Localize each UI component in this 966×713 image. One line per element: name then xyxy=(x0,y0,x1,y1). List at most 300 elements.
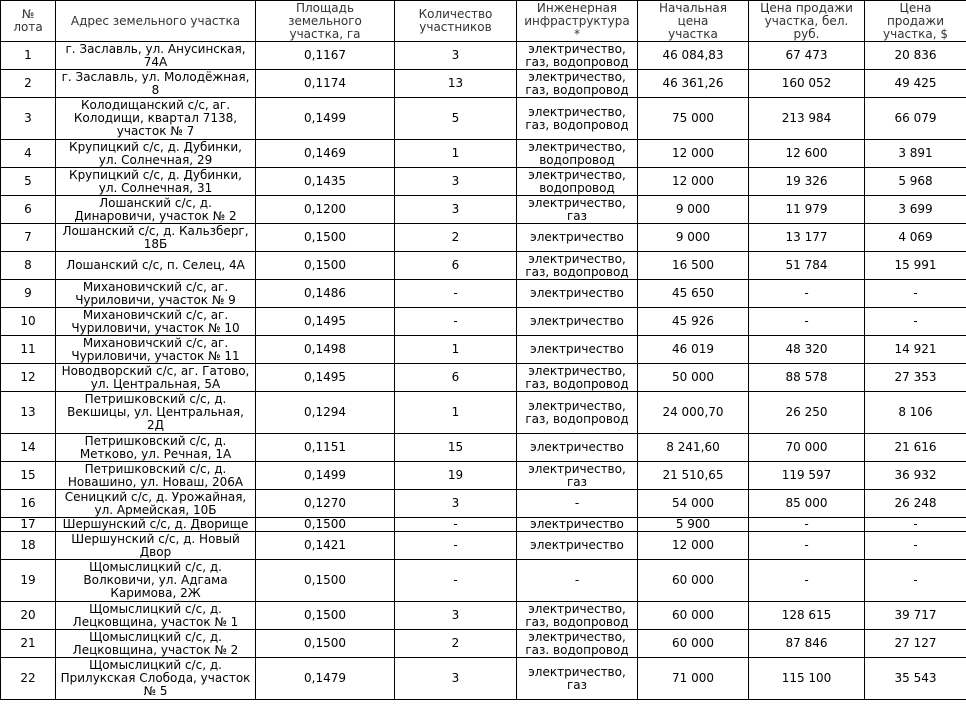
cell-participants xyxy=(395,42,517,70)
cell-start-price xyxy=(638,98,749,140)
cell-address xyxy=(56,434,256,462)
cell-text: Лошанский с/с, д. Динаровичи, участок № 2 xyxy=(74,195,237,223)
cell-participants xyxy=(395,252,517,280)
column-header-label: Начальная цена участка xyxy=(659,0,727,41)
cell-text: 75 000 xyxy=(672,111,714,125)
cell-text: Михановичский с/с, аг. Чуриловичи, участок № 11 xyxy=(71,335,240,363)
cell-text: 0,1486 xyxy=(304,286,346,300)
cell-sale-price-byr xyxy=(749,224,865,252)
cell-text: 0,1499 xyxy=(304,111,346,125)
cell-sale-price-usd xyxy=(865,630,966,658)
cell-text: 12 000 xyxy=(672,174,714,188)
cell-text: - xyxy=(913,538,918,552)
cell-address xyxy=(56,602,256,630)
cell-infrastructure xyxy=(517,434,638,462)
cell-text: 3 xyxy=(451,496,460,510)
cell-text: Петришковский с/с, д. Векшицы, ул. Центральная, 2Д xyxy=(67,392,244,432)
cell-participants xyxy=(395,336,517,364)
cell-lot-number xyxy=(1,336,56,364)
table-row xyxy=(1,392,966,434)
cell-area xyxy=(256,224,395,252)
cell-text: 1 xyxy=(24,48,32,62)
cell-address xyxy=(56,42,256,70)
cell-area xyxy=(256,560,395,602)
cell-start-price xyxy=(638,224,749,252)
cell-lot-number xyxy=(1,308,56,336)
cell-text: 12 000 xyxy=(672,538,714,552)
table-row xyxy=(1,434,966,462)
cell-start-price xyxy=(638,364,749,392)
cell-sale-price-byr xyxy=(749,140,865,168)
cell-text: 0,1500 xyxy=(304,517,346,531)
cell-text: 45 926 xyxy=(672,314,714,328)
cell-start-price xyxy=(638,140,749,168)
cell-text: электричество, газ xyxy=(528,664,626,692)
cell-sale-price-usd xyxy=(865,434,966,462)
cell-text: электричество xyxy=(530,440,624,454)
cell-start-price xyxy=(638,42,749,70)
cell-text: 6 xyxy=(451,370,460,384)
cell-text: 19 xyxy=(447,468,464,482)
cell-text: электричество, газ, водопровод xyxy=(525,601,629,629)
cell-text: 4 069 xyxy=(898,230,933,244)
cell-text: 1 xyxy=(451,146,460,160)
cell-text: 3 xyxy=(24,111,32,125)
cell-text: 46 019 xyxy=(672,342,714,356)
cell-text: 15 991 xyxy=(894,258,937,272)
column-header-label: Цена продажи участка, бел. руб. xyxy=(760,0,853,41)
cell-text: 9 000 xyxy=(675,202,711,216)
cell-sale-price-usd xyxy=(865,168,966,196)
cell-sale-price-usd xyxy=(865,658,966,700)
cell-text: 12 000 xyxy=(672,146,714,160)
cell-lot-number xyxy=(1,630,56,658)
cell-text: 3 699 xyxy=(898,202,933,216)
cell-text: 0,1500 xyxy=(304,573,346,587)
cell-text: 15 xyxy=(447,440,464,454)
cell-text: - xyxy=(574,573,580,587)
table-row xyxy=(1,98,966,140)
cell-text: 51 784 xyxy=(785,258,828,272)
cell-text: 5 900 xyxy=(675,517,711,531)
cell-lot-number xyxy=(1,224,56,252)
cell-area xyxy=(256,392,395,434)
cell-sale-price-usd xyxy=(865,252,966,280)
cell-address xyxy=(56,280,256,308)
table-row xyxy=(1,168,966,196)
cell-address xyxy=(56,462,256,490)
cell-text: 119 597 xyxy=(781,468,832,482)
cell-text: - xyxy=(574,496,580,510)
cell-text: 1 xyxy=(451,405,460,419)
cell-lot-number xyxy=(1,560,56,602)
cell-sale-price-usd xyxy=(865,308,966,336)
cell-infrastructure xyxy=(517,196,638,224)
cell-sale-price-usd xyxy=(865,42,966,70)
cell-address xyxy=(56,168,256,196)
column-header-label: Количество участников xyxy=(418,7,493,34)
table-row xyxy=(1,70,966,98)
cell-text: Петришковский с/с, д. Новашино, ул. Новаш, 206А xyxy=(67,461,244,489)
cell-area xyxy=(256,196,395,224)
cell-text: - xyxy=(913,286,918,300)
column-header-label: Цена продажи участка, $ xyxy=(883,0,948,41)
cell-participants xyxy=(395,364,517,392)
cell-text: 0,1498 xyxy=(304,342,346,356)
cell-sale-price-byr xyxy=(749,42,865,70)
cell-text: - xyxy=(453,538,458,552)
cell-participants xyxy=(395,490,517,518)
cell-text: 8 106 xyxy=(898,405,933,419)
cell-text: 11 xyxy=(20,342,36,356)
cell-participants xyxy=(395,532,517,560)
cell-text: 88 578 xyxy=(785,370,828,384)
cell-text: 5 xyxy=(451,111,460,125)
cell-text: Михановичский с/с, аг. Чуриловичи, участок № 9 xyxy=(75,279,236,307)
column-header-label: Площадь земельного участка, га xyxy=(288,0,362,41)
cell-text: 16 500 xyxy=(672,258,714,272)
cell-participants xyxy=(395,602,517,630)
cell-area xyxy=(256,280,395,308)
cell-area xyxy=(256,434,395,462)
cell-text: 45 650 xyxy=(672,286,714,300)
cell-area xyxy=(256,518,395,532)
cell-text: 115 100 xyxy=(781,671,832,685)
cell-start-price xyxy=(638,392,749,434)
cell-lot-number xyxy=(1,70,56,98)
cell-text: - xyxy=(453,314,458,328)
column-header-start-price xyxy=(638,1,749,42)
cell-area xyxy=(256,364,395,392)
cell-infrastructure xyxy=(517,224,638,252)
cell-text: 9 000 xyxy=(675,230,711,244)
cell-text: 49 425 xyxy=(894,76,937,90)
cell-text: 0,1495 xyxy=(304,370,346,384)
cell-text: - xyxy=(913,314,918,328)
cell-text: - xyxy=(804,286,809,300)
cell-start-price xyxy=(638,602,749,630)
column-header-sale-price-usd xyxy=(865,1,966,42)
cell-address xyxy=(56,392,256,434)
cell-text: 67 473 xyxy=(785,48,828,62)
cell-sale-price-byr xyxy=(749,196,865,224)
cell-sale-price-byr xyxy=(749,252,865,280)
cell-text: Петришковский с/с, д. Метково, ул. Речная, 1А xyxy=(79,433,232,461)
cell-text: 19 326 xyxy=(785,174,828,188)
cell-text: 20 xyxy=(20,608,36,622)
cell-text: 26 250 xyxy=(785,405,828,419)
cell-start-price xyxy=(638,490,749,518)
cell-text: - xyxy=(804,573,809,587)
cell-sale-price-usd xyxy=(865,518,966,532)
cell-text: Щомыслицкий с/с, д. Волковичи, ул. Адгама Каримова, 2Ж xyxy=(83,560,228,600)
cell-text: - xyxy=(804,314,809,328)
cell-text: 21 510,65 xyxy=(662,468,724,482)
cell-area xyxy=(256,168,395,196)
cell-infrastructure xyxy=(517,336,638,364)
cell-text: 7 xyxy=(24,230,32,244)
cell-text: 39 717 xyxy=(894,608,937,622)
cell-text: 21 616 xyxy=(894,440,937,454)
cell-lot-number xyxy=(1,252,56,280)
cell-text: 0,1167 xyxy=(304,48,346,62)
cell-text: 2 xyxy=(451,636,460,650)
cell-start-price xyxy=(638,308,749,336)
cell-text: 27 127 xyxy=(894,636,937,650)
cell-infrastructure xyxy=(517,490,638,518)
cell-text: 3 xyxy=(451,608,460,622)
cell-start-price xyxy=(638,336,749,364)
cell-lot-number xyxy=(1,462,56,490)
cell-text: 46 084,83 xyxy=(662,48,724,62)
table-row xyxy=(1,196,966,224)
cell-infrastructure xyxy=(517,630,638,658)
cell-infrastructure xyxy=(517,98,638,140)
cell-address xyxy=(56,336,256,364)
cell-participants xyxy=(395,392,517,434)
cell-text: 3 xyxy=(451,48,460,62)
table-row xyxy=(1,462,966,490)
table-row xyxy=(1,630,966,658)
cell-start-price xyxy=(638,518,749,532)
column-header-infrastructure xyxy=(517,1,638,42)
cell-area xyxy=(256,140,395,168)
column-header-sale-price-byr xyxy=(749,1,865,42)
cell-participants xyxy=(395,630,517,658)
cell-participants xyxy=(395,308,517,336)
cell-text: 6 xyxy=(451,258,460,272)
cell-text: Щомыслицкий с/с, д. Лецковщина, участок № 2 xyxy=(72,629,239,657)
cell-text: 213 984 xyxy=(781,111,832,125)
cell-participants xyxy=(395,560,517,602)
cell-text: 9 xyxy=(24,286,32,300)
cell-text: - xyxy=(453,573,458,587)
cell-participants xyxy=(395,280,517,308)
table-body xyxy=(1,42,966,700)
cell-sale-price-usd xyxy=(865,532,966,560)
cell-sale-price-byr xyxy=(749,462,865,490)
cell-sale-price-usd xyxy=(865,364,966,392)
cell-infrastructure xyxy=(517,280,638,308)
cell-text: электричество xyxy=(530,342,624,356)
cell-text: 24 000,70 xyxy=(662,405,724,419)
table-row xyxy=(1,490,966,518)
cell-text: 4 xyxy=(24,146,32,160)
cell-sale-price-byr xyxy=(749,560,865,602)
cell-infrastructure xyxy=(517,364,638,392)
cell-address xyxy=(56,490,256,518)
cell-address xyxy=(56,196,256,224)
cell-sale-price-usd xyxy=(865,98,966,140)
table-row xyxy=(1,560,966,602)
cell-participants xyxy=(395,70,517,98)
cell-text: электричество, газ, водопровод xyxy=(525,251,629,279)
cell-text: 0,1500 xyxy=(304,230,346,244)
cell-participants xyxy=(395,98,517,140)
cell-text: 13 177 xyxy=(785,230,828,244)
cell-text: 160 052 xyxy=(781,76,832,90)
cell-text: 0,1499 xyxy=(304,468,346,482)
cell-text: Шершунский с/с, д. Новый Двор xyxy=(71,531,240,559)
cell-text: - xyxy=(804,517,809,531)
cell-text: электричество xyxy=(530,538,624,552)
cell-text: 50 000 xyxy=(672,370,714,384)
cell-text: - xyxy=(804,538,809,552)
cell-text: 13 xyxy=(447,76,464,90)
column-header-area xyxy=(256,1,395,42)
table-row xyxy=(1,336,966,364)
column-header-address xyxy=(56,1,256,42)
cell-text: 0,1500 xyxy=(304,636,346,650)
cell-participants xyxy=(395,518,517,532)
cell-text: Сеницкий с/с, д. Урожайная, ул. Армейская, 10Б xyxy=(64,489,247,517)
cell-sale-price-byr xyxy=(749,308,865,336)
table-row xyxy=(1,518,966,532)
cell-sale-price-byr xyxy=(749,602,865,630)
cell-text: Щомыслицкий с/с, д. Лецковщина, участок № 1 xyxy=(72,601,239,629)
cell-text: 22 xyxy=(20,671,36,685)
cell-text: 0,1200 xyxy=(304,202,346,216)
cell-start-price xyxy=(638,462,749,490)
cell-text: электричество, газ, водопровод xyxy=(525,398,629,426)
cell-text: электричество xyxy=(530,286,624,300)
cell-participants xyxy=(395,168,517,196)
cell-text: 70 000 xyxy=(785,440,828,454)
cell-start-price xyxy=(638,252,749,280)
cell-text: 12 600 xyxy=(785,146,828,160)
cell-start-price xyxy=(638,70,749,98)
cell-participants xyxy=(395,224,517,252)
cell-address xyxy=(56,532,256,560)
cell-lot-number xyxy=(1,196,56,224)
cell-address xyxy=(56,560,256,602)
table-row xyxy=(1,140,966,168)
cell-text: электричество, газ xyxy=(528,461,626,489)
cell-address xyxy=(56,308,256,336)
cell-start-price xyxy=(638,560,749,602)
cell-lot-number xyxy=(1,392,56,434)
cell-text: 15 xyxy=(20,468,36,482)
cell-sale-price-usd xyxy=(865,336,966,364)
cell-text: электричество, водопровод xyxy=(528,167,626,195)
cell-text: - xyxy=(913,573,918,587)
cell-text: 8 241,60 xyxy=(666,440,720,454)
cell-start-price xyxy=(638,434,749,462)
cell-participants xyxy=(395,658,517,700)
header-row xyxy=(1,1,966,42)
cell-infrastructure xyxy=(517,140,638,168)
cell-text: 10 xyxy=(20,314,36,328)
cell-text: 60 000 xyxy=(672,608,714,622)
cell-start-price xyxy=(638,658,749,700)
cell-infrastructure xyxy=(517,168,638,196)
cell-text: Шершунский с/с, д. Дворище xyxy=(62,517,249,531)
column-header-label: № лота xyxy=(13,7,43,34)
cell-text: Лошанский с/с, п. Селец, 4А xyxy=(66,258,245,272)
cell-infrastructure xyxy=(517,532,638,560)
cell-area xyxy=(256,336,395,364)
cell-text: - xyxy=(913,517,918,531)
cell-text: 0,1500 xyxy=(304,608,346,622)
cell-area xyxy=(256,462,395,490)
table-row xyxy=(1,280,966,308)
cell-text: 21 xyxy=(20,636,36,650)
cell-infrastructure xyxy=(517,42,638,70)
cell-sale-price-byr xyxy=(749,630,865,658)
cell-start-price xyxy=(638,630,749,658)
column-header-label: Инженерная инфраструктура * xyxy=(524,0,630,41)
cell-sale-price-byr xyxy=(749,98,865,140)
cell-text: 0,1495 xyxy=(304,314,346,328)
cell-infrastructure xyxy=(517,518,638,532)
cell-text: электричество, водопровод xyxy=(528,139,626,167)
cell-text: 85 000 xyxy=(785,496,828,510)
cell-area xyxy=(256,532,395,560)
cell-text: 8 xyxy=(24,258,32,272)
cell-sale-price-byr xyxy=(749,70,865,98)
cell-text: 18 xyxy=(20,538,36,552)
table-row xyxy=(1,224,966,252)
cell-text: электричество, газ. водопровод xyxy=(525,629,629,657)
cell-text: Лошанский с/с, д. Кальзберг, 18Б xyxy=(62,223,249,251)
cell-text: 2 xyxy=(24,76,32,90)
cell-lot-number xyxy=(1,364,56,392)
cell-text: Колодищанский с/с, аг. Колодищи, квартал 7138, участок № 7 xyxy=(73,98,238,138)
cell-participants xyxy=(395,434,517,462)
cell-text: 71 000 xyxy=(672,671,714,685)
cell-text: электричество, газ, водопровод xyxy=(525,41,629,69)
cell-text: Крупицкий с/с, д. Дубинки, ул. Солнечная, 29 xyxy=(69,139,242,167)
cell-text: 48 320 xyxy=(785,342,828,356)
cell-sale-price-usd xyxy=(865,196,966,224)
cell-lot-number xyxy=(1,98,56,140)
cell-text: Новодворский с/с, аг. Гатово, ул. Центральная, 5А xyxy=(61,363,250,391)
cell-area xyxy=(256,42,395,70)
cell-lot-number xyxy=(1,532,56,560)
cell-address xyxy=(56,252,256,280)
table-row xyxy=(1,364,966,392)
cell-area xyxy=(256,630,395,658)
cell-text: 0,1151 xyxy=(304,440,346,454)
cell-text: 128 615 xyxy=(781,608,832,622)
cell-text: электричество xyxy=(530,517,624,531)
cell-text: 0,1270 xyxy=(304,496,346,510)
cell-text: электричество, газ, водопровод xyxy=(525,69,629,97)
cell-participants xyxy=(395,140,517,168)
cell-lot-number xyxy=(1,434,56,462)
cell-sale-price-usd xyxy=(865,224,966,252)
cell-text: 3 xyxy=(451,174,460,188)
cell-area xyxy=(256,308,395,336)
cell-start-price xyxy=(638,196,749,224)
cell-area xyxy=(256,658,395,700)
column-header-label: Адрес земельного участка xyxy=(70,13,241,28)
cell-participants xyxy=(395,462,517,490)
cell-sale-price-byr xyxy=(749,518,865,532)
cell-address xyxy=(56,518,256,532)
cell-text: 1 xyxy=(451,342,460,356)
cell-address xyxy=(56,224,256,252)
cell-text: 3 xyxy=(451,671,460,685)
table-row xyxy=(1,602,966,630)
cell-text: 54 000 xyxy=(672,496,714,510)
column-header-lot-number xyxy=(1,1,56,42)
table-row xyxy=(1,308,966,336)
cell-area xyxy=(256,252,395,280)
cell-text: Щомыслицкий с/с, д. Прилукская Слобода, участок № 5 xyxy=(60,658,251,698)
cell-area xyxy=(256,98,395,140)
cell-text: 0,1435 xyxy=(304,174,346,188)
